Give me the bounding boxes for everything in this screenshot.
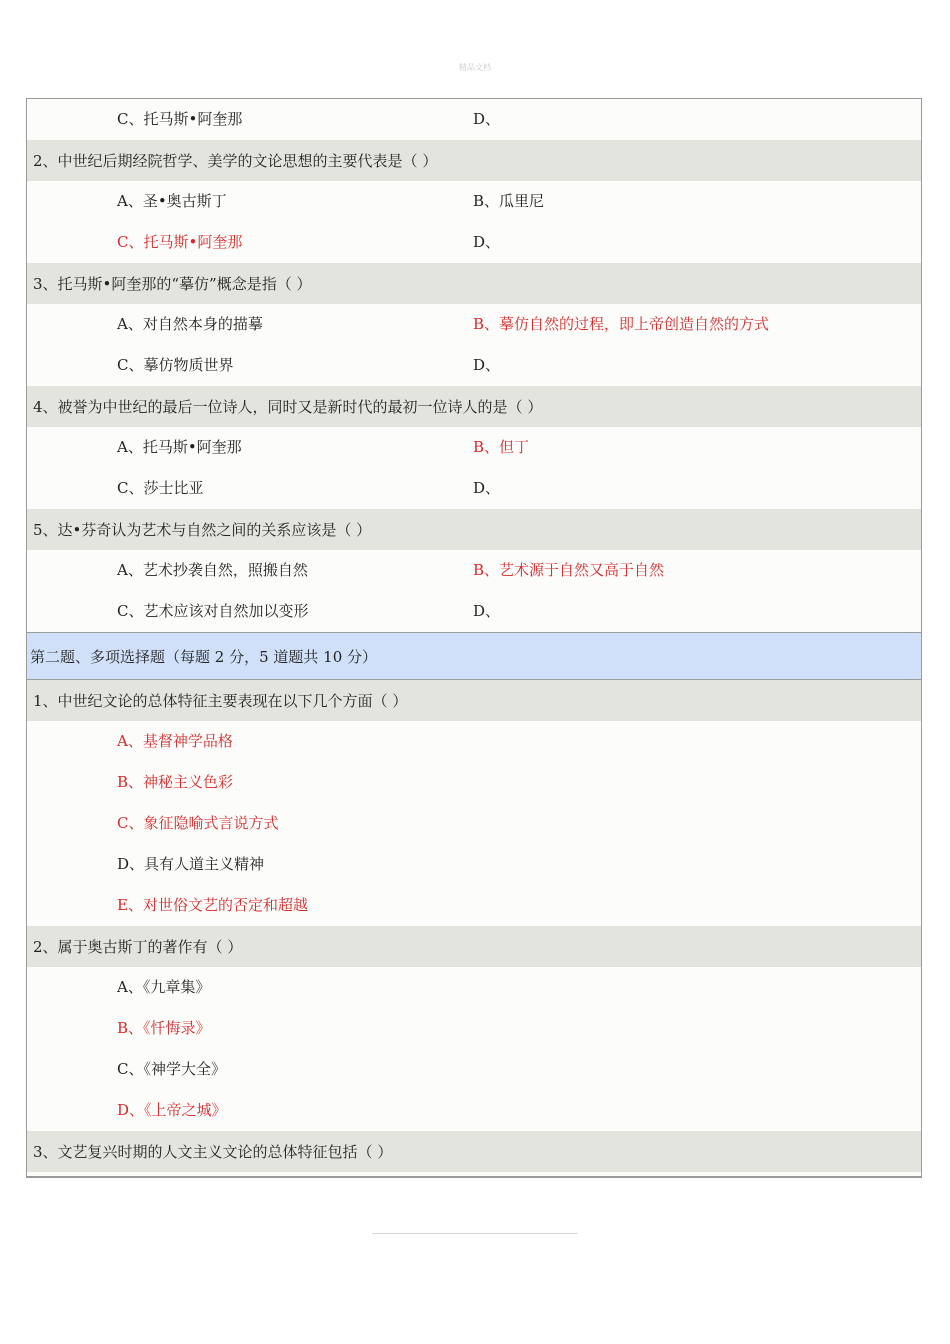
option-a: A、托马斯•阿奎那 [117,438,242,456]
question-row [27,140,921,181]
quiz-frame [26,98,922,1178]
option-row [27,222,921,263]
option-row [27,99,921,140]
option-c: C、托马斯•阿奎那 [117,110,243,128]
option-c: C、《神学大全》 [117,1060,226,1078]
option-row [27,762,921,803]
option-c: C、莎士比亚 [117,479,204,497]
option-c: C、摹仿物质世界 [117,356,234,374]
option-row [27,721,921,762]
question-row [27,1131,921,1172]
option-c-correct: C、托马斯•阿奎那 [117,233,243,251]
option-c: C、艺术应该对自然加以变形 [117,602,309,620]
option-d: D、 [473,110,501,128]
question-text: 2、属于奥古斯丁的著作有（ ） [33,938,243,956]
option-row [27,591,921,632]
question-row [27,926,921,967]
option-row [27,844,921,885]
question-text: 3、文艺复兴时期的人文主义文论的总体特征包括（ ） [33,1143,393,1161]
question-text: 1、中世纪文论的总体特征主要表现在以下几个方面（ ） [33,692,408,710]
option-d: D、 [473,233,501,251]
option-row [27,468,921,509]
question-text: 5、达•芬奇认为艺术与自然之间的关系应该是（ ） [33,521,372,539]
option-d: D、 [473,356,501,374]
option-d: D、 [473,602,501,620]
option-b-correct: B、但丁 [473,438,530,456]
option-a: A、对自然本身的描摹 [117,315,263,333]
frame-tail [27,1172,921,1176]
question-row [27,509,921,550]
option-row [27,181,921,222]
option-b-correct: B、艺术源于自然又高于自然 [473,561,665,579]
section-title: 第二题、多项选择题（每题 2 分，5 道题共 10 分） [30,647,378,666]
option-e-correct: E、对世俗文艺的否定和超越 [117,896,308,914]
option-row [27,1049,921,1090]
option-a: A、艺术抄袭自然，照搬自然 [117,561,308,579]
question-row [27,680,921,721]
question-text: 3、托马斯•阿奎那的“摹仿”概念是指（ ） [33,275,312,293]
option-b-correct: B、摹仿自然的过程，即上帝创造自然的方式 [473,315,770,333]
option-row [27,345,921,386]
option-b-correct: B、神秘主义色彩 [117,773,234,791]
option-a: A、《九章集》 [117,978,211,996]
option-row [27,1090,921,1131]
option-row [27,803,921,844]
page-header: 精品文档 [459,63,491,72]
option-c-correct: C、象征隐喻式言说方式 [117,814,279,832]
question-text: 4、被誉为中世纪的最后一位诗人，同时又是新时代的最初一位诗人的是（ ） [33,398,543,416]
option-row [27,427,921,468]
option-a: A、圣•奥古斯丁 [117,192,227,210]
option-d: D、 [473,479,501,497]
question-row [27,263,921,304]
option-row [27,550,921,591]
question-text: 2、中世纪后期经院哲学、美学的文论思想的主要代表是（ ） [33,152,438,170]
question-row [27,386,921,427]
option-d-correct: D、《上帝之城》 [117,1101,227,1119]
option-row [27,1008,921,1049]
option-d: D、具有人道主义精神 [117,855,265,873]
option-row [27,885,921,926]
option-b: B、瓜里尼 [473,192,545,210]
option-row [27,304,921,345]
option-b-correct: B、《忏悔录》 [117,1019,211,1037]
footer-rule [372,1233,578,1234]
option-a-correct: A、基督神学品格 [117,732,233,750]
section-header [27,632,921,680]
option-row [27,967,921,1008]
